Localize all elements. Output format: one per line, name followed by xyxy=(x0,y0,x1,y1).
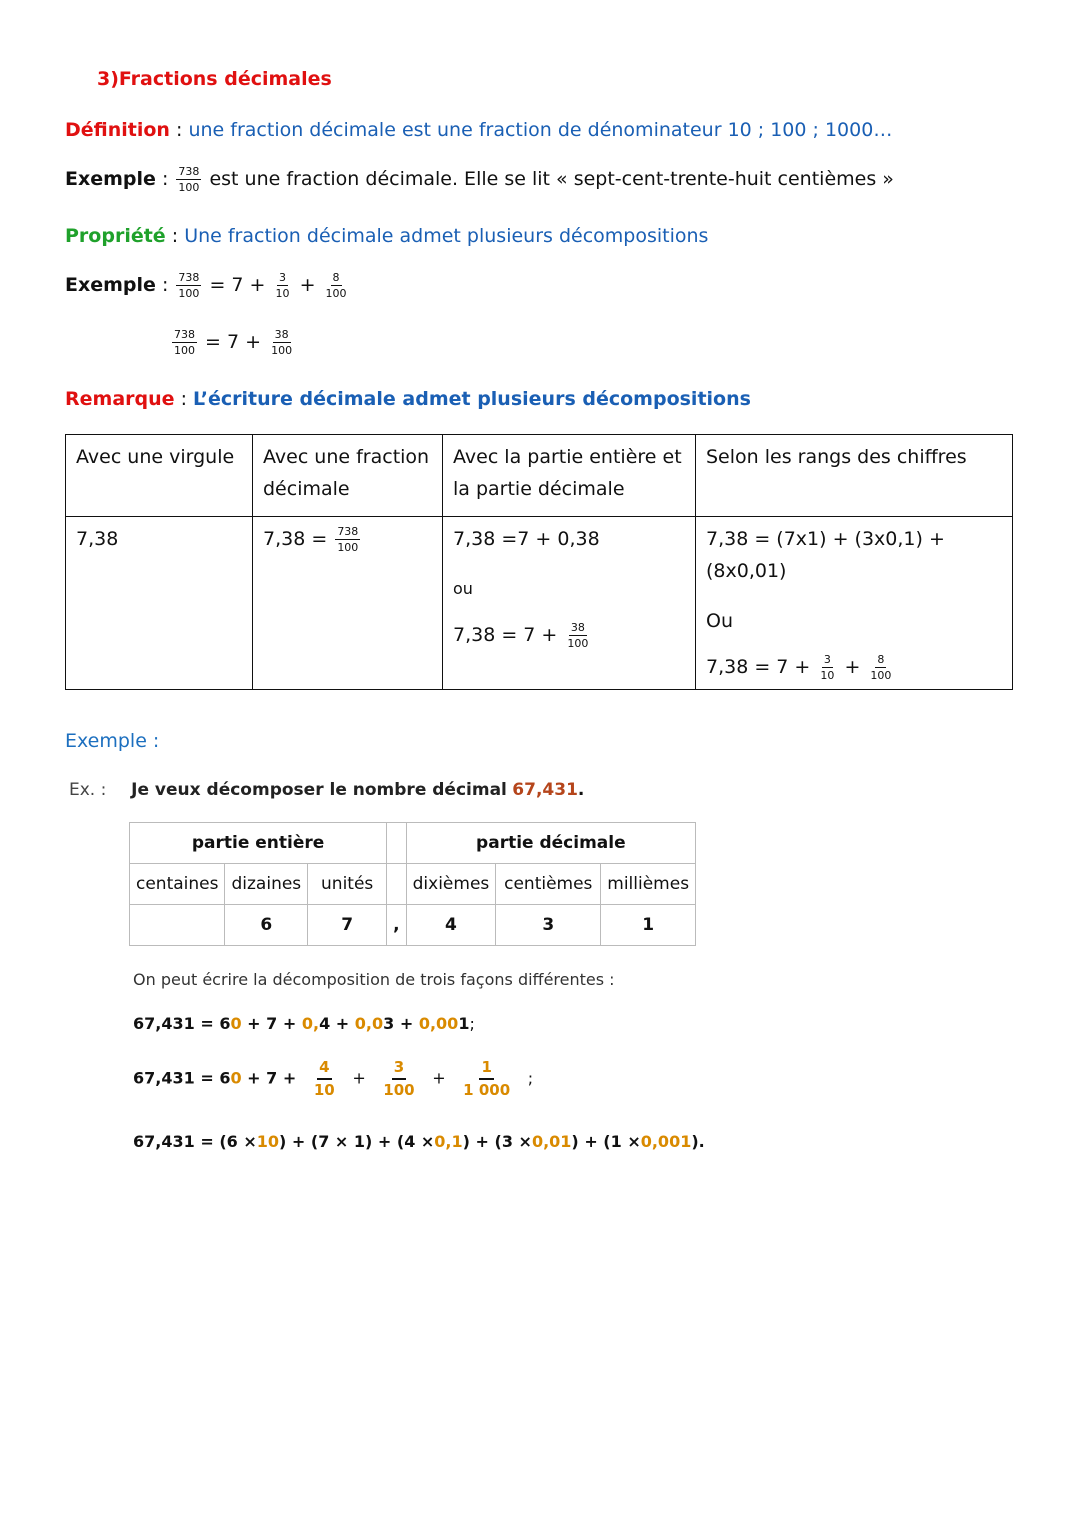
place-value-table xyxy=(129,822,696,946)
example1-fraction: $\frac{738}{100}$ xyxy=(178,165,200,194)
group-partie-entiere: partie entière xyxy=(130,823,387,864)
col-centiemes: centièmes xyxy=(496,864,601,905)
decomposition-way-3: 67,431 = (6 ×10) + (7 × 1) + (4 ×0,1) + (3 ×0,01) + (1 ×0,001). xyxy=(133,1132,705,1151)
section-title: 3)Fractions décimales xyxy=(97,68,332,90)
decomposition-way-1: 67,431 = 60 + 7 + 0,4 + 0,03 + 0,001; xyxy=(133,1014,475,1033)
col-dixiemes: dixièmes xyxy=(406,864,496,905)
example3-label: Exemple : xyxy=(65,730,160,752)
digit-centaines xyxy=(130,905,225,946)
remark-label: Remarque xyxy=(65,388,175,410)
remark-text: L’écriture décimale admet plusieurs décompositions xyxy=(193,388,751,410)
definition-label: Définition xyxy=(65,119,170,141)
example1-text: est une fraction décimale. Elle se lit « sept-cent-trente-huit centièmes » xyxy=(209,168,894,190)
example2-line1: Exemple : $\frac{738}{100}$ = 7 + $\frac{3}{10}$ + $\frac{8}{100}$ xyxy=(65,271,347,300)
decimal-number: 67,431 xyxy=(512,780,578,800)
header-virgule: Avec une virgule xyxy=(66,435,253,517)
digit-dizaines: 6 xyxy=(225,905,308,946)
ways-intro: On peut écrire la décomposition de trois façons différentes : xyxy=(133,970,615,989)
header-rangs: Selon les rangs des chiffres xyxy=(696,435,1013,517)
col-centaines: centaines xyxy=(130,864,225,905)
decomposition-way-2: 67,431 = 60 + 7 + $\frac{4}{10}$ + $\frac{3}{100}$ + $\frac{1}{1 000}$ ; xyxy=(133,1058,534,1099)
digit-milliemes: 1 xyxy=(601,905,696,946)
definition-text: une fraction décimale est une fraction de dénominateur 10 ; 100 ; 1000… xyxy=(188,119,893,141)
comma-spacer xyxy=(387,823,406,864)
group-partie-decimale: partie décimale xyxy=(406,823,695,864)
example2-label: Exemple xyxy=(65,274,156,296)
col-milliemes: millièmes xyxy=(601,864,696,905)
digit-unites: 7 xyxy=(308,905,387,946)
property-label: Propriété xyxy=(65,225,166,247)
decomposition-table xyxy=(65,434,1013,690)
cell-partie: 7,38 =7 + 0,38 ou 7,38 = 7 + $\frac{38}{100}$ xyxy=(443,517,696,690)
digit-dixiemes: 4 xyxy=(406,905,496,946)
cell-virgule: 7,38 xyxy=(66,517,253,690)
property-line: Propriété : Une fraction décimale admet plusieurs décompositions xyxy=(65,225,709,247)
exercise-line: Ex. : Je veux décomposer le nombre décimal 67,431. xyxy=(69,780,585,800)
digit-centiemes: 3 xyxy=(496,905,601,946)
example1-label: Exemple xyxy=(65,168,156,190)
header-partie: Avec la partie entière et la partie décimale xyxy=(443,435,696,517)
comma-cell: , xyxy=(387,905,406,946)
header-fraction: Avec une fraction décimale xyxy=(253,435,443,517)
col-dizaines: dizaines xyxy=(225,864,308,905)
col-unites: unités xyxy=(308,864,387,905)
property-text: Une fraction décimale admet plusieurs décompositions xyxy=(184,225,709,247)
cell-rangs: 7,38 = (7x1) + (3x0,1) +(8x0,01) Ou 7,38 = 7 + $\frac{3}{10}$ + $\frac{8}{100}$ xyxy=(696,517,1013,690)
definition-line: Définition : une fraction décimale est une fraction de dénominateur 10 ; 100 ; 1000… xyxy=(65,119,893,141)
cell-fraction: 7,38 = $\frac{738}{100}$ xyxy=(253,517,443,690)
remark-line: Remarque : L’écriture décimale admet plusieurs décompositions xyxy=(65,388,751,410)
example1-line: Exemple : $\frac{738}{100}$ est une fraction décimale. Elle se lit « sept-cent-trente-huit centièmes » xyxy=(65,165,894,194)
example2-line2: $\frac{738}{100}$ = 7 + $\frac{38}{100}$ xyxy=(174,328,293,357)
